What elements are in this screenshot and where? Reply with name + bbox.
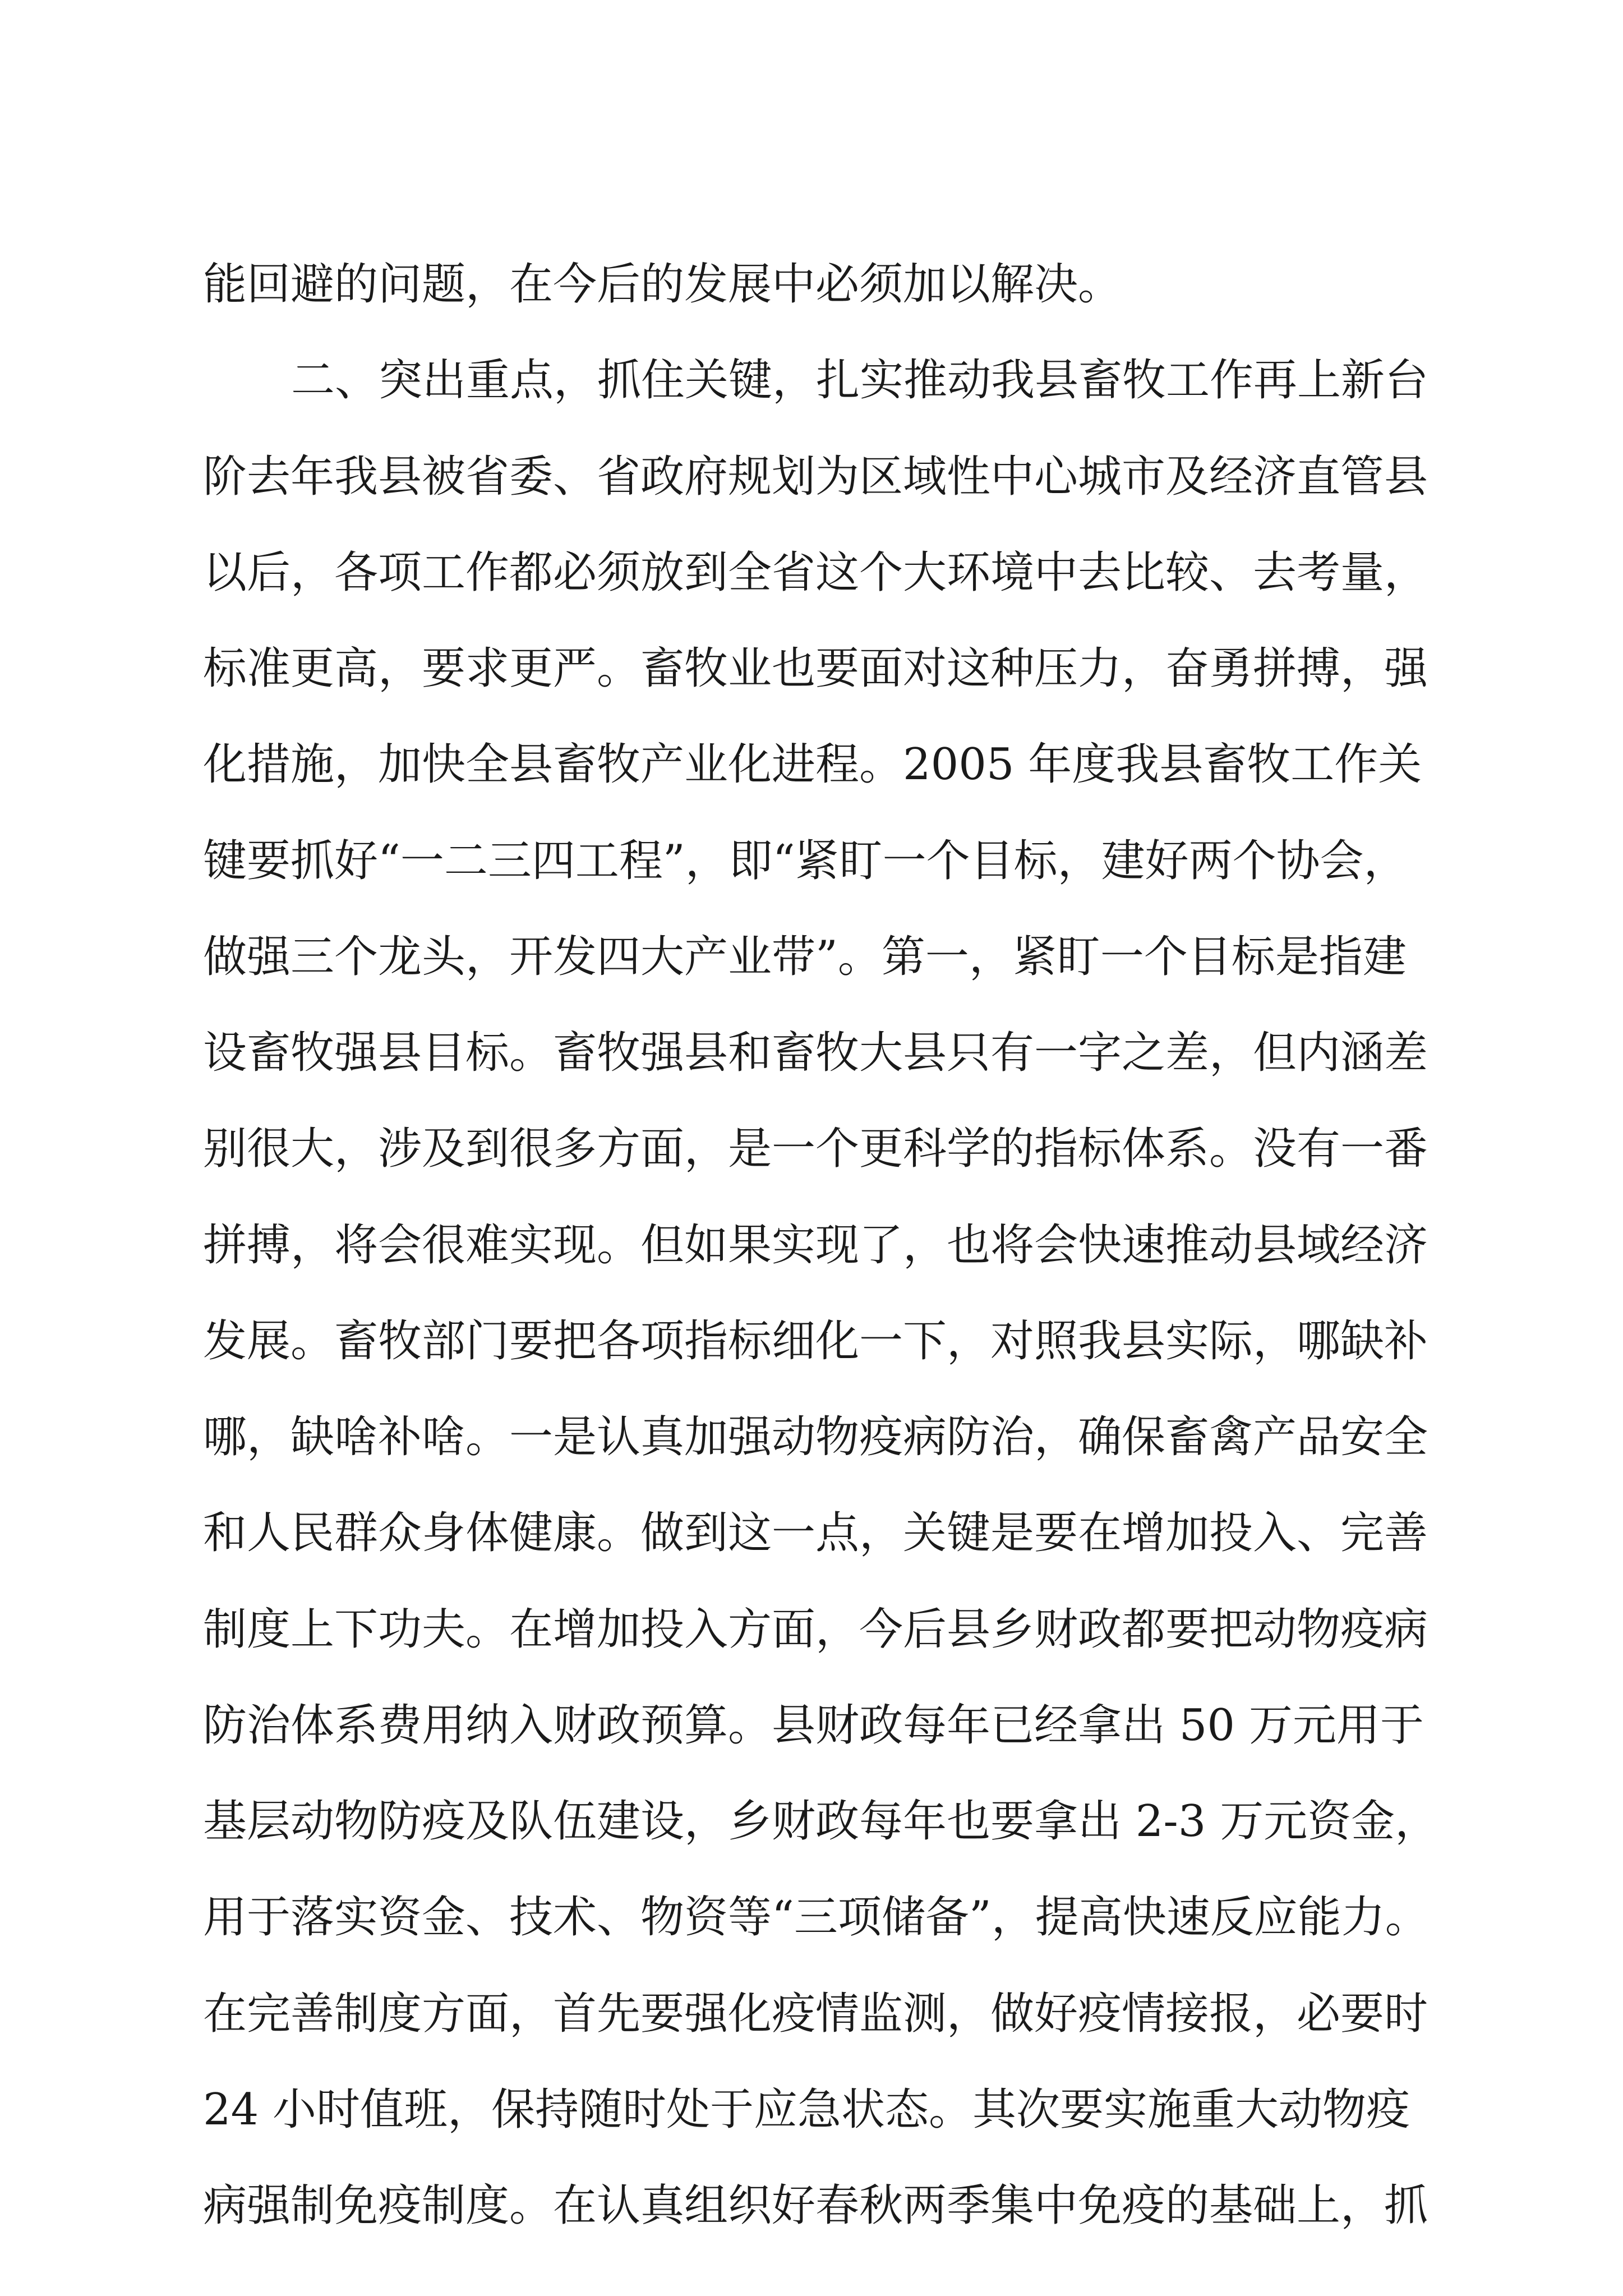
body-text-line-5: 标准更高，要求更严。畜牧业也要面对这种压力，奋勇拼搏，强 [203, 643, 1428, 694]
body-text-line-14: 和人民群众身体健康。做到这一点，关键是要在增加投入、完善 [203, 1508, 1428, 1558]
body-text-line-16: 防治体系费用纳入财政预算。县财政每年已经拿出 50 万元用于 [203, 1700, 1424, 1751]
body-text-line-8: 做强三个龙头，开发四大产业带”。第一，紧盯一个目标是指建 [203, 932, 1407, 982]
body-text-line-15: 制度上下功夫。在增加投入方面，今后县乡财政都要把动物疫病 [203, 1604, 1428, 1655]
body-text-line-18: 用于落实资金、技术、物资等“三项储备”，提高快速反应能力。 [203, 1892, 1429, 1943]
body-text-line-19: 在完善制度方面，首先要强化疫情监测，做好疫情接报，必要时 [203, 1989, 1428, 2039]
body-text-line-4: 以后，各项工作都必须放到全省这个大环境中去比较、去考量， [203, 547, 1428, 598]
body-text-line-11: 拼搏，将会很难实现。但如果实现了，也将会快速推动县域经济 [203, 1220, 1428, 1271]
body-text-line-12: 发展。畜牧部门要把各项指标细化一下，对照我县实际，哪缺补 [203, 1316, 1428, 1366]
body-text-line-1: 能回避的问题，在今后的发展中必须加以解决。 [203, 259, 1122, 310]
body-text-line-6: 化措施，加快全县畜牧产业化进程。2005 年度我县畜牧工作关 [203, 739, 1422, 790]
body-text-line-3: 阶去年我县被省委、省政府规划为区域性中心城市及经济直管县 [203, 452, 1428, 502]
body-text-line-9: 设畜牧强县目标。畜牧强县和畜牧大县只有一字之差，但内涵差 [203, 1028, 1428, 1078]
body-text-line-7: 键要抓好“一二三四工程”，即“紧盯一个目标，建好两个协会， [203, 836, 1408, 886]
body-text-line-17: 基层动物防疫及队伍建设，乡财政每年也要拿出 2-3 万元资金， [203, 1796, 1439, 1847]
body-text-line-10: 别很大，涉及到很多方面，是一个更科学的指标体系。没有一番 [203, 1124, 1428, 1174]
body-text-line-20: 24 小时值班，保持随时处于应急状态。其次要实施重大动物疫 [203, 2085, 1410, 2135]
body-text-line-21: 病强制免疫制度。在认真组织好春秋两季集中免疫的基础上，抓 [203, 2180, 1428, 2231]
body-text-line-13: 哪，缺啥补啥。一是认真加强动物疫病防治，确保畜禽产品安全 [203, 1412, 1428, 1462]
body-text-line-2: 二、突出重点，抓住关键，扎实推动我县畜牧工作再上新台 [291, 355, 1429, 406]
